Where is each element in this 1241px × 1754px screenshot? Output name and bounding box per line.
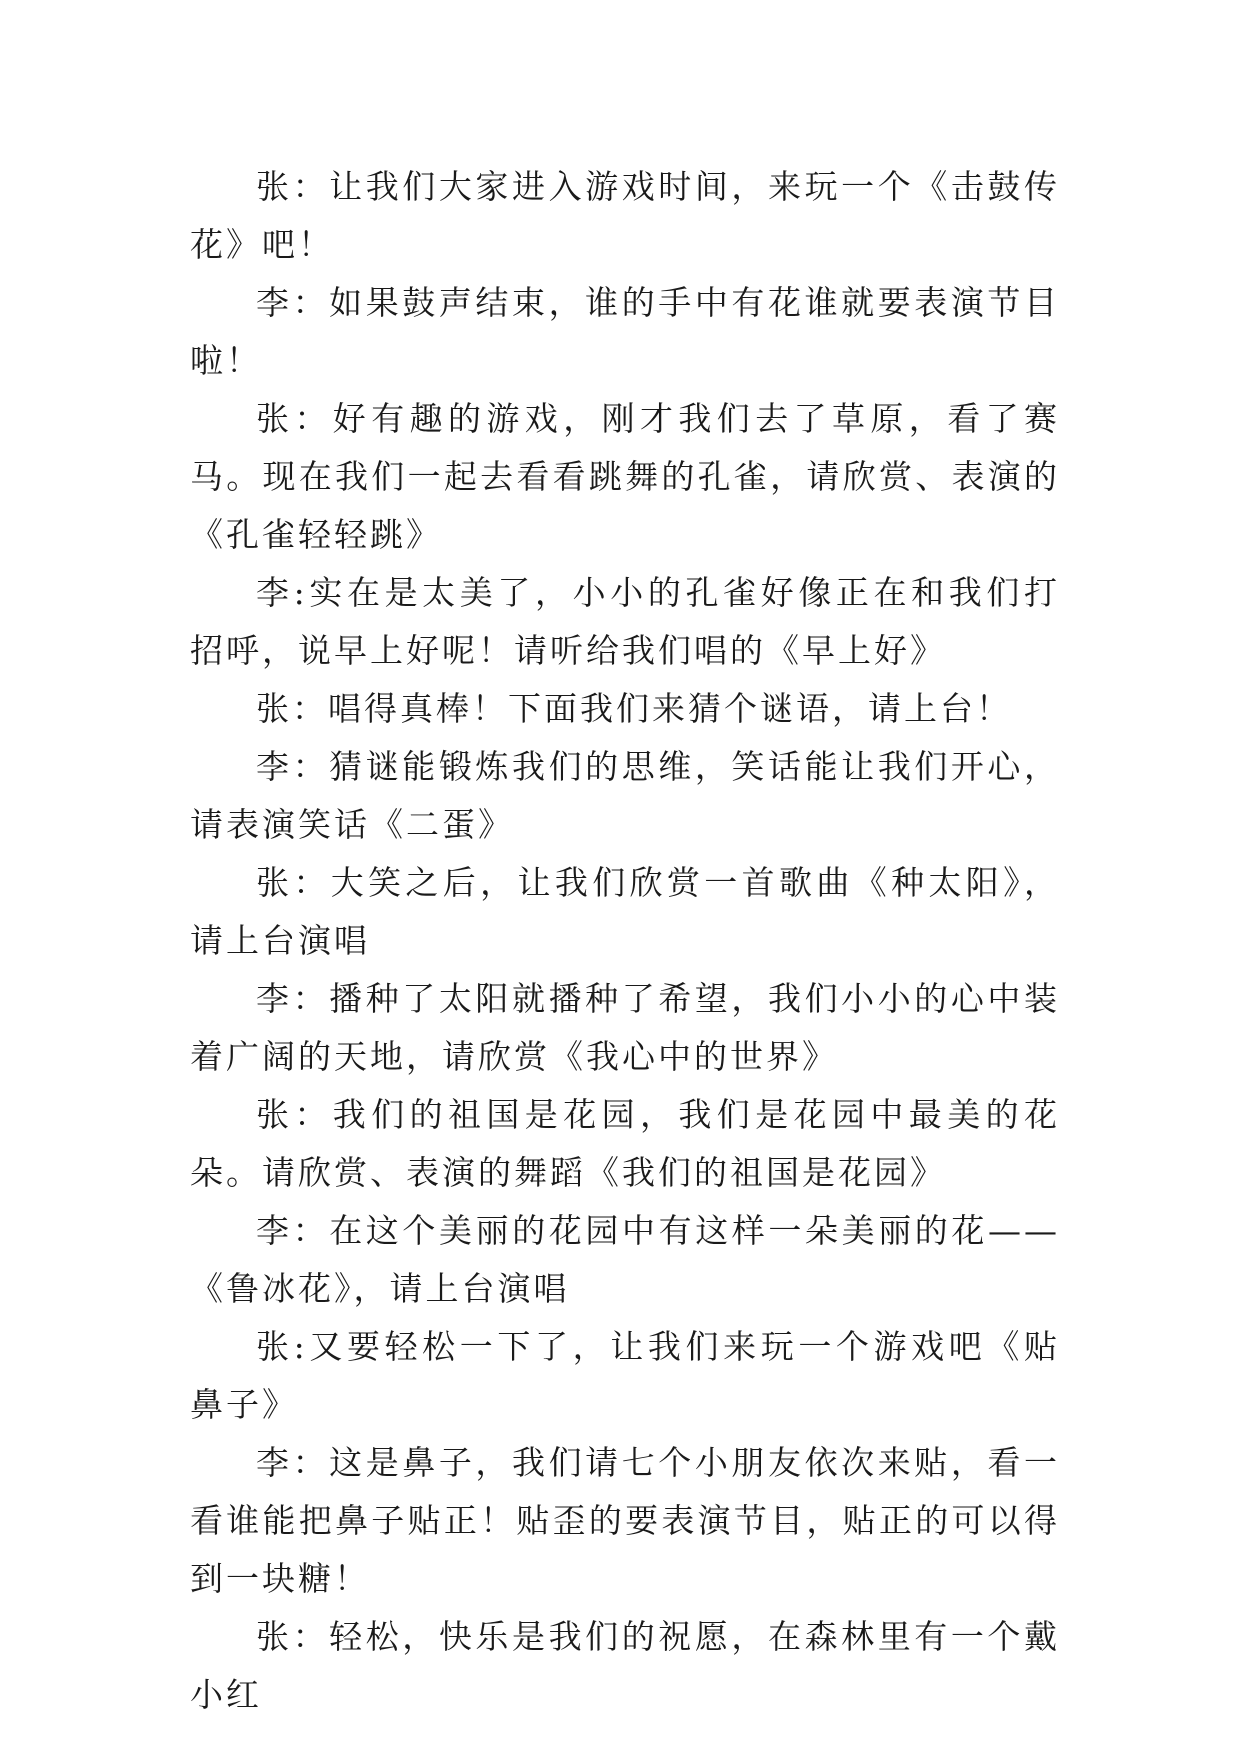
paragraph-12: 李：这是鼻子，我们请七个小朋友依次来贴，看一看谁能把鼻子贴正！贴歪的要表演节目，贴正的可以得到一块糖！ — [190, 1443, 1060, 1598]
paragraph-13: 张：轻松，快乐是我们的祝愿，在森林里有一个戴小红 — [190, 1617, 1060, 1714]
paragraph-6: 李：猜谜能锻炼我们的思维，笑话能让我们开心，请表演笑话《二蛋》 — [190, 747, 1060, 844]
paragraph-7: 张：大笑之后，让我们欣赏一首歌曲《种太阳》，请上台演唱 — [190, 863, 1060, 960]
paragraph-10: 李：在这个美丽的花园中有这样一朵美丽的花——《鲁冰花》，请上台演唱 — [190, 1211, 1060, 1308]
paragraph-1: 张：让我们大家进入游戏时间，来玩一个《击鼓传花》吧！ — [190, 167, 1060, 264]
document-body — [190, 158, 1060, 1724]
paragraph-2: 李：如果鼓声结束，谁的手中有花谁就要表演节目啦！ — [190, 283, 1060, 380]
paragraph-9: 张：我们的祖国是花园，我们是花园中最美的花朵。请欣赏、表演的舞蹈《我们的祖国是花园》 — [190, 1095, 1060, 1192]
paragraph-8: 李：播种了太阳就播种了希望，我们小小的心中装着广阔的天地，请欣赏《我心中的世界》 — [190, 979, 1060, 1076]
paragraph-11: 张:又要轻松一下了，让我们来玩一个游戏吧《贴鼻子》 — [190, 1327, 1060, 1424]
paragraph-4: 李:实在是太美了，小小的孔雀好像正在和我们打招呼，说早上好呢！请听给我们唱的《早上好》 — [190, 573, 1060, 670]
paragraph-3: 张：好有趣的游戏，刚才我们去了草原，看了赛马。现在我们一起去看看跳舞的孔雀，请欣赏、表演的《孔雀轻轻跳》 — [190, 399, 1060, 554]
paragraph-5: 张：唱得真棒！下面我们来猜个谜语，请上台！ — [256, 689, 1012, 728]
